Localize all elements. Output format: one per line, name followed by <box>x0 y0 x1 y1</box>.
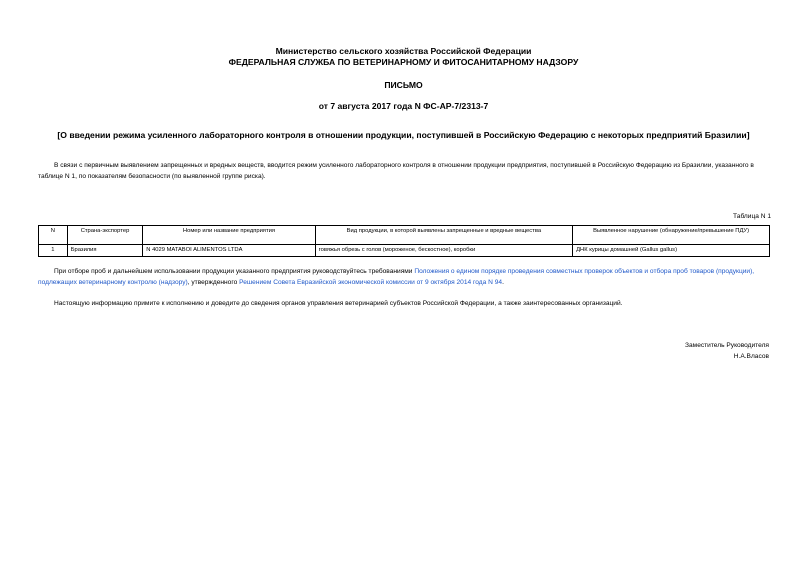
document-subject: [О введении режима усиленного лабораторного контроля в отношении продукции, поступившей в Российскую Федерацию с некоторых предприятий Бразилии] <box>57 130 750 140</box>
signatory-position: Заместитель Руководителя <box>685 342 769 349</box>
violations-table <box>38 225 770 257</box>
signatory-name: Н.А.Власов <box>733 353 769 360</box>
header-violation: Выявленное нарушение (обнаружение/превышение ПДУ) <box>573 226 770 245</box>
ministry-title: Министерство сельского хозяйства Российской Федерации <box>275 46 532 56</box>
cell-country: Бразилия <box>67 245 143 257</box>
cell-product: говяжья обрезь с голов (мороженое, бескостное), коробки <box>315 245 572 257</box>
paragraph-requirements <box>38 266 773 288</box>
paragraph-instructions: Настоящую информацию примите к исполнению и доведите до сведения органов управления ветеринарией субъектов Российской Федерации, а также заинтересованных организаций. <box>54 300 623 307</box>
cell-violation: ДНК курицы домашней (Gallus gallus) <box>573 245 770 257</box>
requirements-text-before: При отборе проб и дальнейшем использовании продукции указанного предприятия руководствуйтесь требованиями <box>54 268 415 275</box>
requirements-text-middle: , утвержденного <box>187 279 240 286</box>
paragraph-intro: В связи с первичным выявлением запрещенных и вредных веществ, вводится режим усиленного лабораторного контроля в отношении продукции предприятия, поступившей в Российскую Федерацию из Бразилии, указанного в таблице N 1, по показателям безопасности (по выявленной группе риска). <box>38 162 754 180</box>
document-date-number: от 7 августа 2017 года N ФС-АР-7/2313-7 <box>318 101 489 111</box>
table-row <box>39 245 770 257</box>
cell-enterprise: N 4029 MATABOI ALIMENTOS LTDA <box>143 245 315 257</box>
cell-number: 1 <box>39 245 68 257</box>
table-caption: Таблица N 1 <box>733 213 771 220</box>
header-product: Вид продукции, в которой выявлены запрещенные и вредные вещества <box>315 226 572 245</box>
header-enterprise: Номер или название предприятия <box>143 226 315 245</box>
service-title: ФЕДЕРАЛЬНАЯ СЛУЖБА ПО ВЕТЕРИНАРНОМУ И ФИТОСАНИТАРНОМУ НАДЗОРУ <box>228 57 579 67</box>
table-header-row <box>39 226 770 245</box>
header-number: N <box>39 226 68 245</box>
requirements-text-after: . <box>502 279 504 286</box>
header-country: Страна-экспортер <box>67 226 143 245</box>
decision-link[interactable]: Решением Совета Евразийской экономической комиссии от 9 октября 2014 года N 94 <box>239 279 503 286</box>
regulation-link[interactable]: Положения о едином порядке проведения совместных проверок объектов и отбора проб товаров (продукции), подлежащих ветеринарному контролю (надзору) <box>38 268 755 286</box>
document-type: ПИСЬМО <box>384 80 423 90</box>
